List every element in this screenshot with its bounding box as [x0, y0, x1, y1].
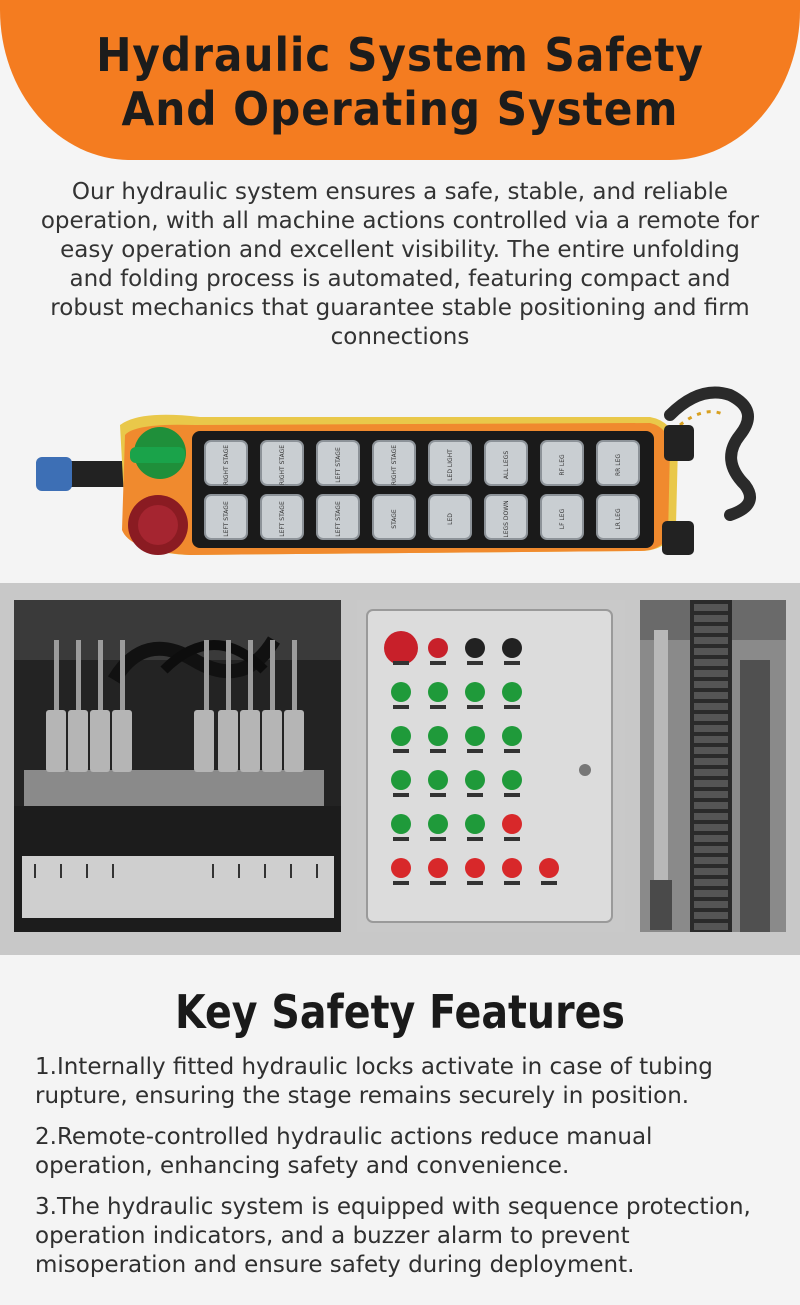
chain-link — [694, 703, 728, 710]
panel-button — [465, 638, 485, 658]
remote-key-label: LED — [447, 513, 454, 525]
chain-link — [694, 835, 728, 842]
remote-key-label: LF LEG — [559, 508, 566, 530]
chain-link — [694, 637, 728, 644]
panel-button — [391, 858, 411, 878]
panel-button — [428, 814, 448, 834]
remote-key-label: RF LEG — [559, 454, 566, 476]
page-title-line-1: Hydraulic System Safety — [96, 28, 704, 82]
remote-key-label: RIGHT STAGE — [223, 444, 230, 486]
feature-item-3: 3.The hydraulic system is equipped with sequence protection, operation indicators, and a buzzer alarm to prevent misoperation and ensure safety during deployment. — [35, 1194, 751, 1278]
panel-button — [391, 726, 411, 746]
panel-button — [428, 770, 448, 790]
panel-button — [428, 682, 448, 702]
panel-button-tag — [430, 793, 446, 797]
panel-button-tag — [430, 837, 446, 841]
remote-key-label: LEGS DOWN — [503, 500, 510, 538]
panel-button-tag — [504, 793, 520, 797]
control-box-photo — [357, 600, 625, 932]
chain-link — [694, 802, 728, 809]
chain-link — [694, 692, 728, 699]
remote-key-label: LED LIGHT — [447, 449, 454, 481]
cable-chain-photo — [640, 600, 786, 932]
remote-key-label: ALL LEGS — [503, 450, 510, 480]
panel-button-tag — [430, 749, 446, 753]
panel-button — [502, 858, 522, 878]
remote-key-label: RIGHT STAGE — [391, 444, 398, 486]
panel-button-tag — [393, 749, 409, 753]
panel-button-tag — [467, 837, 483, 841]
panel-button-tag — [504, 749, 520, 753]
panel-button-tag — [504, 705, 520, 709]
panel-button-tag — [393, 881, 409, 885]
remote-key-label: LR LEG — [615, 508, 622, 530]
chain-link — [694, 890, 728, 897]
panel-button-tag — [467, 661, 483, 665]
remote-key-label: RR LEG — [615, 453, 622, 477]
panel-button-tag — [393, 793, 409, 797]
remote-key-label: LEFT STAGE — [335, 501, 342, 537]
panel-button — [391, 682, 411, 702]
chain-link — [694, 824, 728, 831]
panel-button-tag — [467, 881, 483, 885]
chain-link — [694, 615, 728, 622]
panel-button — [502, 770, 522, 790]
chain-link — [694, 868, 728, 875]
panel-button-tag — [393, 705, 409, 709]
chain-link — [694, 780, 728, 787]
remote-key-label: STAGE — [391, 509, 398, 529]
panel-button — [465, 814, 485, 834]
remote-key-label: LEFT STAGE — [223, 501, 230, 537]
panel-button-tag — [467, 749, 483, 753]
panel-button-tag — [541, 881, 557, 885]
chain-link — [694, 747, 728, 754]
panel-button — [465, 770, 485, 790]
intro-paragraph: Our hydraulic system ensures a safe, stable, and reliable operation, with all machine actions controlled via a remote for easy operation and excellent visibility. The entire unfolding and folding process is automated, featuring compact and robust mechanics that guarantee stable positioning and firm connections — [40, 179, 760, 350]
feature-item-1: 1.Internally fitted hydraulic locks activate in case of tubing rupture, ensuring the stage remains securely in position. — [35, 1054, 713, 1109]
panel-button — [391, 770, 411, 790]
chain-link — [694, 923, 728, 930]
chain-link — [694, 879, 728, 886]
panel-button — [465, 682, 485, 702]
panel-button-tag — [504, 837, 520, 841]
chain-link — [694, 670, 728, 677]
panel-button-tag — [430, 881, 446, 885]
chain-link — [694, 857, 728, 864]
chain-link — [694, 725, 728, 732]
photo-strip — [0, 583, 800, 955]
remote-key-label: RIGHT STAGE — [279, 444, 286, 486]
panel-button — [384, 631, 418, 665]
panel-button-tag — [504, 661, 520, 665]
chain-link — [694, 659, 728, 666]
panel-button — [465, 726, 485, 746]
chain-link — [694, 769, 728, 776]
remote-key-label: LEFT STAGE — [279, 501, 286, 537]
chain-link — [694, 648, 728, 655]
panel-button — [428, 638, 448, 658]
remote-control-image — [0, 365, 800, 575]
chain-link — [694, 681, 728, 688]
feature-item-2: 2.Remote-controlled hydraulic actions reduce manual operation, enhancing safety and convenience. — [35, 1124, 653, 1179]
panel-button-tag — [504, 881, 520, 885]
header — [0, 0, 800, 160]
panel-button — [502, 814, 522, 834]
page-title-line-2: And Operating System — [121, 82, 679, 136]
chain-link — [694, 736, 728, 743]
panel-button-tag — [393, 837, 409, 841]
chain-link — [694, 813, 728, 820]
chain-link — [694, 912, 728, 919]
panel-button — [391, 814, 411, 834]
panel-button-tag — [393, 661, 409, 665]
remote-key-label: LEFT STAGE — [335, 447, 342, 483]
panel-button-tag — [430, 705, 446, 709]
panel-button — [428, 858, 448, 878]
hydraulic-valve-photo — [14, 600, 341, 932]
panel-button-tag — [467, 705, 483, 709]
panel-button — [539, 858, 559, 878]
chain-link — [694, 791, 728, 798]
chain-link — [694, 604, 728, 611]
chain-link — [694, 714, 728, 721]
panel-button — [502, 638, 522, 658]
panel-button — [502, 682, 522, 702]
panel-button — [428, 726, 448, 746]
panel-button — [465, 858, 485, 878]
panel-button-tag — [467, 793, 483, 797]
chain-link — [694, 758, 728, 765]
chain-link — [694, 626, 728, 633]
panel-button-tag — [430, 661, 446, 665]
features-title: Key Safety Features — [175, 985, 625, 1039]
panel-button — [502, 726, 522, 746]
chain-link — [694, 846, 728, 853]
chain-link — [694, 901, 728, 908]
